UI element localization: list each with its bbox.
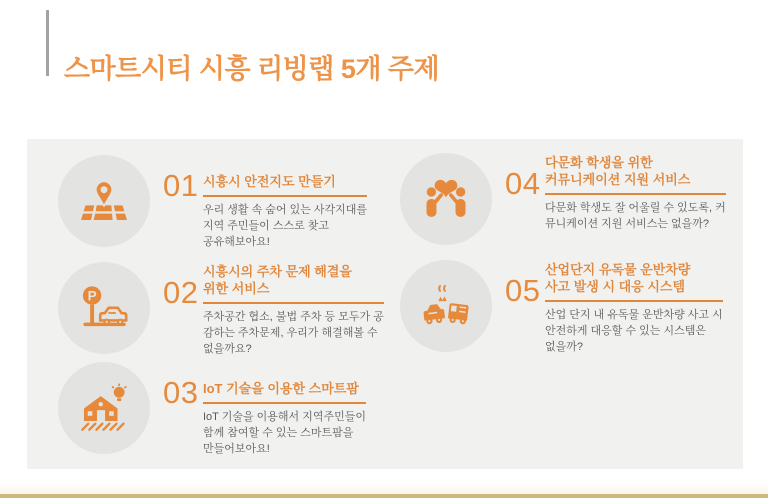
- smart-farm-icon: [78, 382, 130, 434]
- topic-05-title: 산업단지 유독물 운반차량 사고 발생 시 대응 시스템: [545, 261, 723, 302]
- topic-03-title: IoT 기술을 이용한 스마트팜: [203, 380, 366, 404]
- topic-02-title: 시흥시의 주차 문제 해결을 위한 서비스: [203, 263, 384, 304]
- topic-item-01: [58, 155, 367, 251]
- topic-item-04: [400, 153, 726, 245]
- topic-05-number: 05: [505, 273, 541, 309]
- map-pin-icon: [78, 175, 130, 227]
- topic-01-description: 우리 생활 속 숨어 있는 사각지대를 지역 주민들이 스스로 찾고 공유해보아요!: [203, 204, 368, 248]
- svg-text:P: P: [87, 288, 97, 304]
- topic-02-icon-circle: [58, 262, 150, 354]
- parking-car-icon: [78, 282, 130, 334]
- topic-01-number: 01: [163, 168, 199, 204]
- topic-04-number: 04: [505, 166, 541, 202]
- topic-02-description: 주차공간 협소, 불법 주차 등 모두가 공 감하는 주차문제, 우리가 해결해볼 수 없을까요?: [203, 311, 384, 355]
- topic-04-description: 다문화 학생도 잘 어울릴 수 있도록, 커 뮤니케이션 지원 서비스는 없을까?: [545, 202, 726, 230]
- topic-01-icon-circle: [58, 155, 150, 247]
- topic-05-icon-circle: [400, 260, 492, 352]
- topic-02-number: 02: [163, 275, 199, 311]
- title-accent-bar: [46, 10, 49, 76]
- footer-accent-line: [0, 494, 768, 498]
- topic-01-title: 시흥시 안전지도 만들기: [203, 173, 367, 197]
- topic-03-description: IoT 기술을 이용해서 지역주민들이 함께 참여할 수 있는 스마트팜을 만들어보아요!: [203, 411, 366, 455]
- topic-05-description: 산업 단지 내 유독물 운반차량 사고 시 안전하게 대응할 수 있는 시스템은 없을까?: [545, 309, 723, 353]
- people-heart-icon: [420, 173, 472, 225]
- topic-item-02: [58, 262, 384, 358]
- page-title: 스마트시티 시흥 리빙랩 5개 주제: [64, 54, 440, 84]
- truck-accident-icon: [420, 280, 472, 332]
- topic-04-icon-circle: [400, 153, 492, 245]
- topic-03-number: 03: [163, 375, 199, 411]
- topic-item-05: [400, 260, 723, 356]
- topic-03-icon-circle: [58, 362, 150, 454]
- topic-04-title: 다문화 학생을 위한 커뮤니케이션 지원 서비스: [545, 154, 726, 195]
- topic-item-03: [58, 362, 366, 458]
